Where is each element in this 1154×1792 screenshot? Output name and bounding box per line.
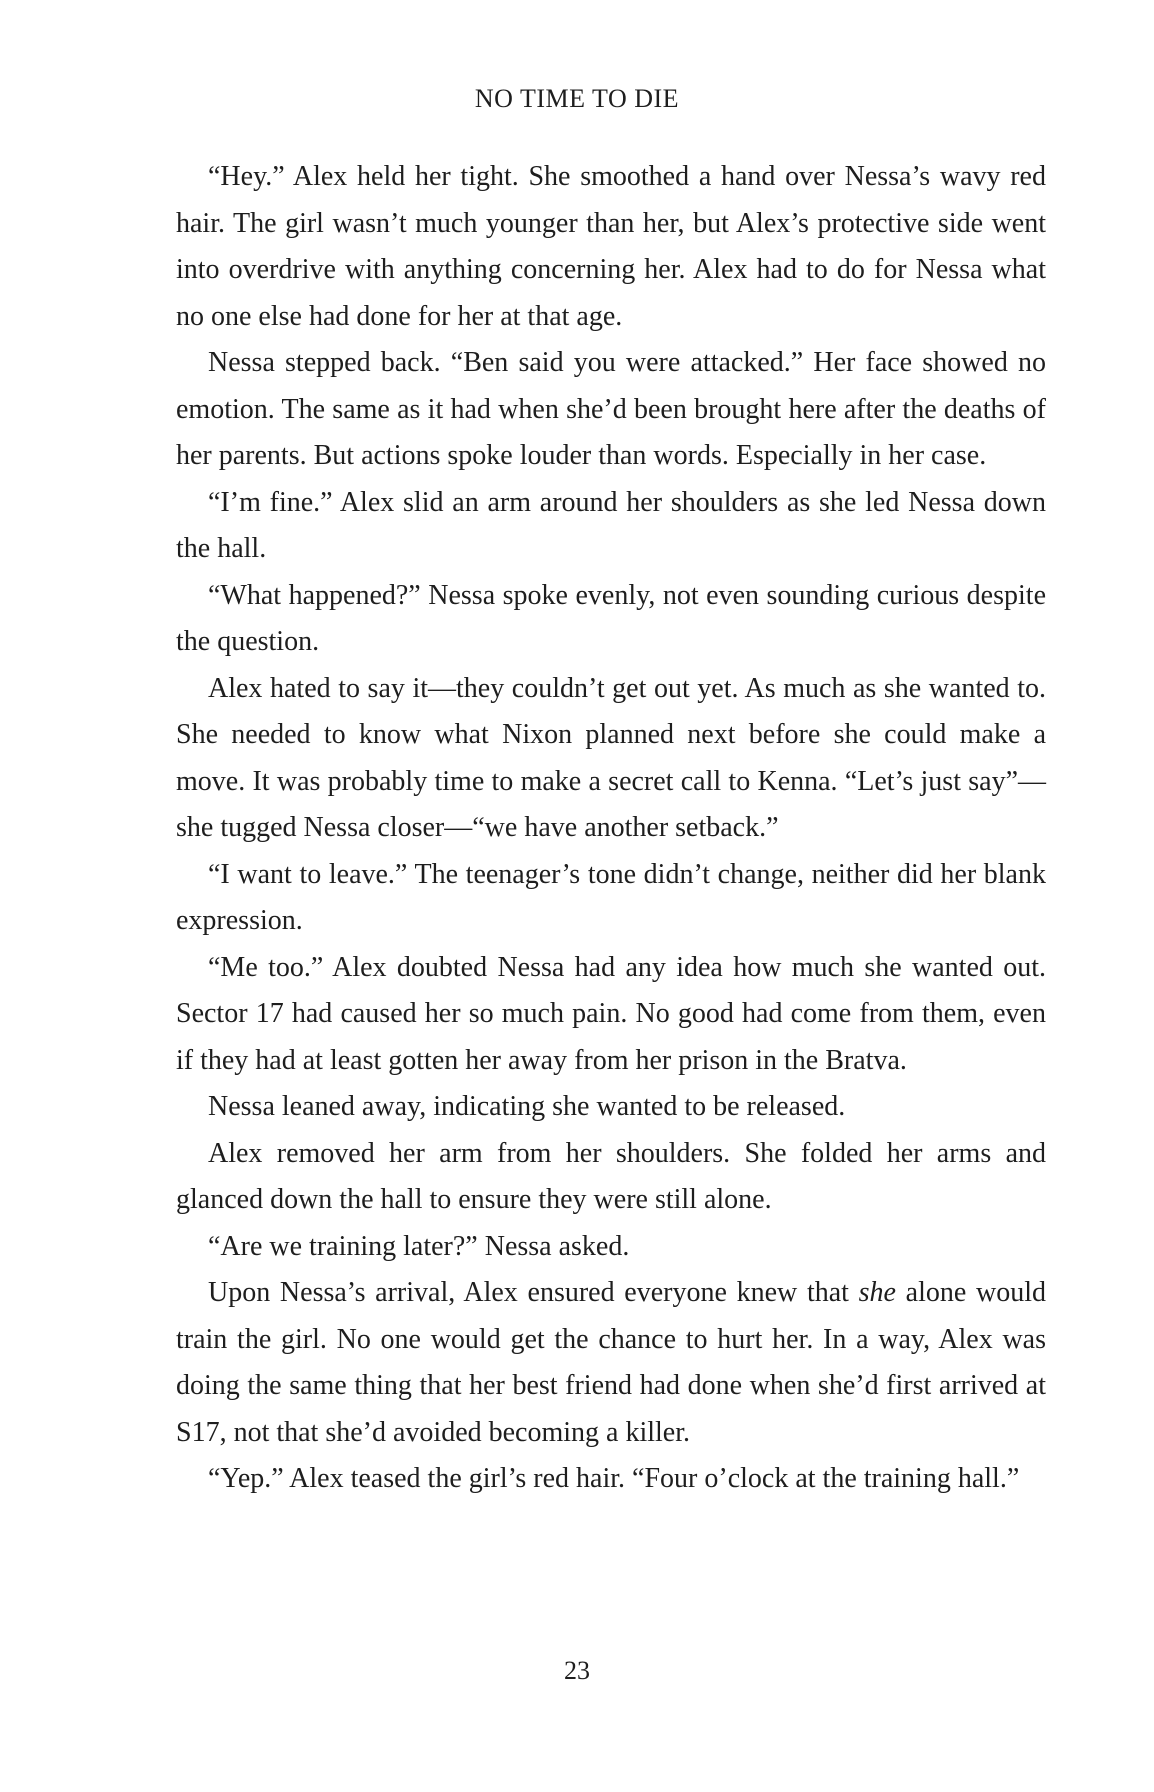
page-number: 23 [564,1656,590,1685]
paragraph-text-before: Upon Nessa’s arrival, Alex ensured everyone knew that [208,1277,859,1308]
paragraph-text-after: alone would train the girl. No one would get the chance to hurt her. In a way, Alex was doing the same thing that her best friend had done when she’d first arrived at S17, not that she’d avoided becoming a killer. [176,1277,1047,1448]
running-head: NO TIME TO DIE [474,84,680,113]
paragraph-with-italic [176,1270,1046,1456]
paragraph: “I want to leave.” The teenager’s tone didn’t change, neither did her blank expression. [176,858,1046,936]
paragraph: “Me too.” Alex doubted Nessa had any idea how much she wanted out. Sector 17 had caused her so much pain. No good had come from them, even if they had at least gotten her away from her prison in the Bratva. [176,951,1046,1076]
italic-emphasis: she [858,1277,896,1308]
paragraph: Nessa stepped back. “Ben said you were attacked.” Her face showed no emotion. The same as it had when she’d been brought here after the deaths of her parents. But actions spoke louder than words. Especially in her case. [176,347,1046,471]
body-text [176,154,1046,1503]
paragraph: Nessa leaned away, indicating she wanted to be released. [208,1091,846,1122]
paragraph: “What happened?” Nessa spoke evenly, not even sounding curious despite the question. [176,579,1046,657]
paragraph: “Hey.” Alex held her tight. She smoothed a hand over Nessa’s wavy red hair. The girl wasn’t much younger than her, but Alex’s protective side went into overdrive with anything concerning her. Alex had to do for Nessa what no one else had done for her at that age. [176,161,1046,332]
paragraph: Alex hated to say it—they couldn’t get out yet. As much as she wanted to. She needed to know what Nixon planned next before she could make a move. It was probably time to make a secret call to Kenna. “Let’s just say”—she tugged Nessa closer—“we have another setback.” [176,672,1046,843]
paragraph: “Are we training later?” Nessa asked. [208,1230,630,1262]
paragraph: “I’m fine.” Alex slid an arm around her shoulders as she led Nessa down the hall. [176,486,1046,564]
paragraph: Alex removed her arm from her shoulders. She folded her arms and glanced down the hall to ensure they were still alone. [176,1137,1046,1215]
paragraph-last: “Yep.” Alex teased the girl’s red hair. “Four o’clock at the training hall.” [208,1463,1020,1494]
